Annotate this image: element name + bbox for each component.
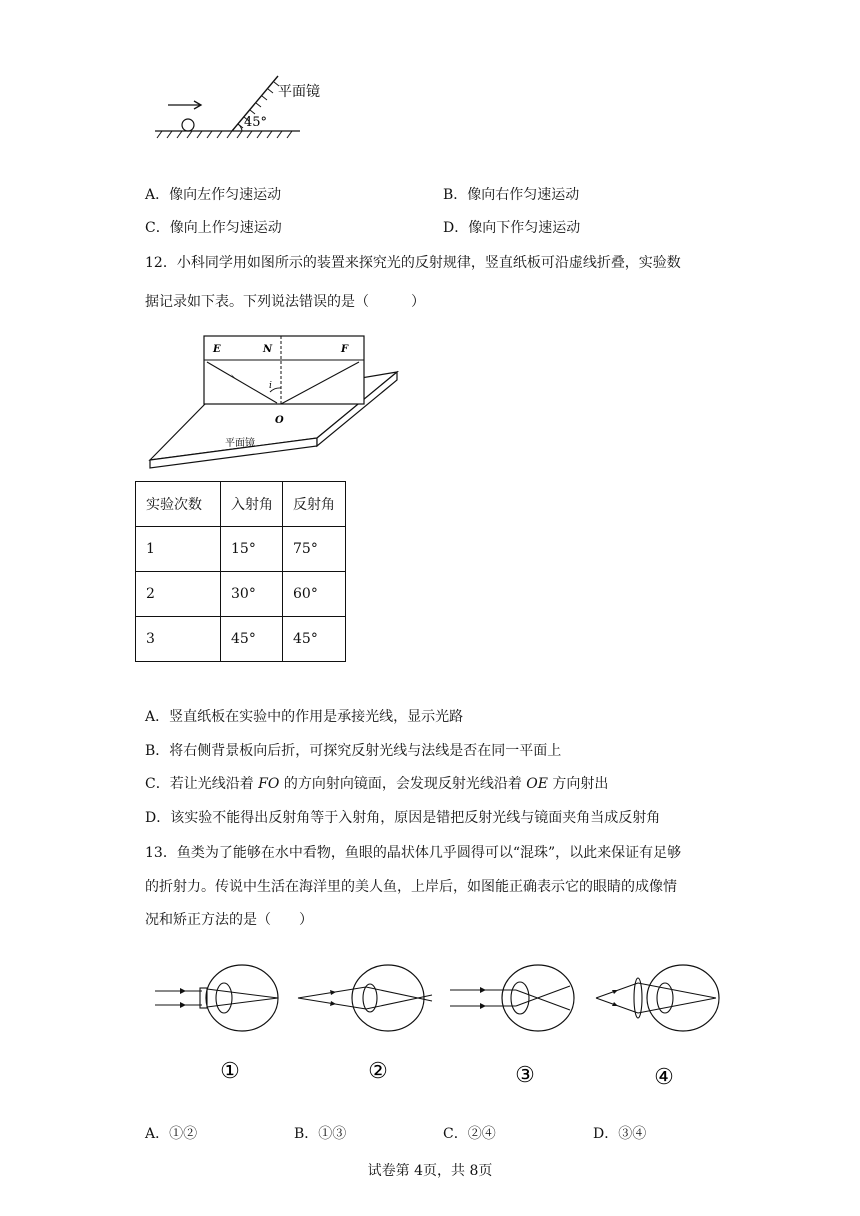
option-text: ③④	[618, 1126, 647, 1142]
q12-option-a[interactable]: A．竖直纸板在实验中的作用是承接光线，显示光路	[145, 709, 464, 725]
table-cell: 1	[136, 527, 221, 572]
q13-stem-line1: 13．鱼类为了能够在水中看物，鱼眼的晶状体几乎圆得可以“混珠”，以此来保证有足够	[145, 845, 682, 861]
q13-stem-line2: 的折射力。传说中生活在海洋里的美人鱼，上岸后，如图能正确表示它的眼睛的成像情	[145, 879, 677, 895]
table-cell: 45°	[283, 617, 346, 662]
eye-label-1: ①	[220, 1059, 240, 1084]
table-cell: 15°	[221, 527, 283, 572]
q13-stem-line3: 况和矫正方法的是（ ）	[145, 912, 313, 928]
option-text: 像向上作匀速运动	[169, 220, 282, 236]
q11-option-c[interactable]	[145, 218, 282, 238]
label-n: N	[263, 344, 273, 355]
q13-option-b[interactable]	[294, 1124, 346, 1144]
option-text-mid: 的方向射向镜面，会发现反射光线沿着	[279, 776, 527, 792]
eye-diagram-2	[298, 965, 432, 1084]
ray-oe: OE	[526, 776, 548, 792]
eye-diagram-3	[450, 965, 574, 1088]
eye-label-2: ②	[368, 1059, 388, 1084]
ray-fo: FO	[258, 776, 280, 792]
table-cell: 2	[136, 572, 221, 617]
option-text: 像向左作匀速运动	[169, 187, 282, 203]
ball	[182, 119, 194, 131]
label-i: i	[269, 381, 272, 391]
mirror-45-figure	[150, 70, 350, 146]
eye-diagram-1	[155, 965, 278, 1084]
option-letter: C．	[145, 220, 170, 236]
option-letter: B．	[443, 187, 468, 203]
q12-stem-line2: 据记录如下表。下列说法错误的是（ ）	[145, 294, 425, 310]
option-text: ②④	[467, 1126, 496, 1142]
q12-option-d[interactable]: D．该实验不能得出反射角等于入射角，原因是错把反射光线与镜面夹角当成反射角	[145, 810, 661, 826]
q13-option-d[interactable]	[593, 1124, 646, 1144]
option-letter: B．	[294, 1126, 319, 1142]
eye-label-4: ④	[654, 1065, 674, 1090]
q12-option-c[interactable]	[145, 774, 608, 794]
table-header-cell: 反射角	[283, 482, 346, 527]
option-text: ①②	[169, 1126, 198, 1142]
option-letter: A．	[145, 187, 170, 203]
table-cell: 60°	[283, 572, 346, 617]
option-letter: C．	[443, 1126, 468, 1142]
table-header-row	[136, 482, 346, 527]
label-f: F	[341, 344, 349, 355]
page-footer: 试卷第 4页，共 8页	[367, 1163, 493, 1179]
option-text-post: 方向射出	[547, 776, 609, 792]
table-cell: 75°	[283, 527, 346, 572]
option-text: 像向右作匀速运动	[467, 187, 580, 203]
vertical-board	[204, 336, 364, 404]
table-row	[136, 527, 346, 572]
experiment-table	[135, 481, 346, 662]
eye-label-3: ③	[515, 1063, 535, 1088]
q11-option-a[interactable]	[145, 185, 281, 205]
option-letter: A．	[145, 1126, 170, 1142]
angle-label: 45°	[244, 115, 268, 130]
eye-diagram-4	[596, 965, 719, 1090]
q13-option-a[interactable]	[145, 1124, 197, 1144]
option-text: 像向下作匀速运动	[468, 220, 581, 236]
q11-option-d[interactable]	[443, 218, 580, 238]
table-cell: 30°	[221, 572, 283, 617]
option-text-pre: C．若让光线沿着	[145, 776, 259, 792]
table-header-cell: 实验次数	[136, 482, 221, 527]
q11-option-b[interactable]	[443, 185, 579, 205]
option-text: ①③	[318, 1126, 347, 1142]
table-row	[136, 617, 346, 662]
table-cell: 3	[136, 617, 221, 662]
eye-diagrams	[150, 960, 730, 1090]
reflection-apparatus-figure	[145, 330, 407, 470]
label-e: E	[213, 344, 221, 355]
mirror-base-label: 平面镜	[225, 438, 255, 449]
q12-stem-line1: 12．小科同学用如图所示的装置来探究光的反射规律，竖直纸板可沿虚线折叠，实验数	[145, 255, 681, 271]
table-header-cell: 入射角	[221, 482, 283, 527]
table-cell: 45°	[221, 617, 283, 662]
mirror-label: 平面镜	[278, 84, 320, 100]
table-row	[136, 572, 346, 617]
option-letter: D．	[593, 1126, 619, 1142]
q13-option-c[interactable]	[443, 1124, 496, 1144]
label-o: O	[275, 415, 284, 426]
q12-option-b[interactable]: B．将右侧背景板向后折，可探究反射光线与法线是否在同一平面上	[145, 743, 562, 759]
option-letter: D．	[443, 220, 469, 236]
